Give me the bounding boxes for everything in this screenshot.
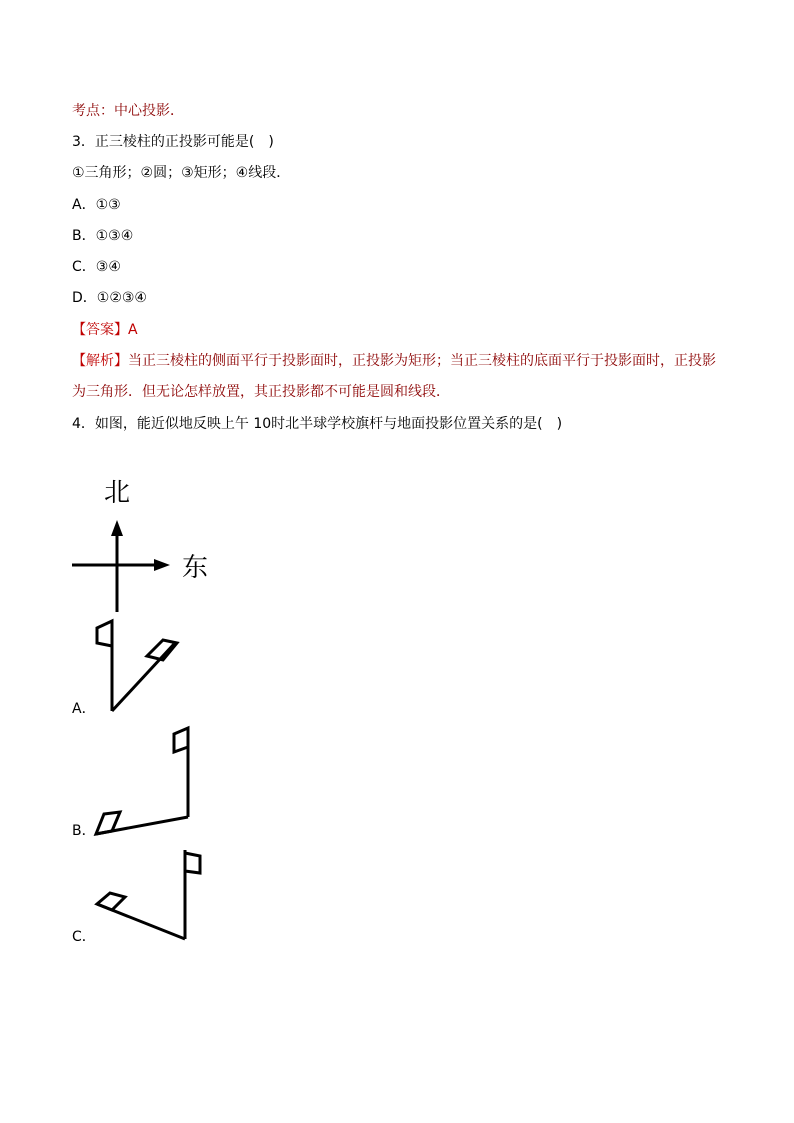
q3-option-b: B．①③④	[72, 228, 134, 244]
q3-option-a: A．①③	[72, 197, 121, 213]
topic-text: 中心投影．	[114, 103, 184, 119]
compass-east-label: 东	[182, 553, 209, 583]
option-c-figure	[97, 850, 200, 939]
q4-option-c-label: C．	[72, 929, 96, 945]
q3-option-d: D．①②③④	[72, 290, 147, 306]
compass-diagram	[72, 478, 208, 612]
q4-stem: 4．如图，能近似地反映上午 10时北半球学校旗杆与地面投影位置关系的是( )	[72, 416, 563, 432]
q3-choices-line: ①三角形；②圆；③矩形；④线段．	[72, 165, 291, 181]
answer-value: A	[128, 322, 138, 338]
answer-tag: 【答案】	[72, 322, 128, 338]
compass-north-label: 北	[104, 478, 131, 508]
q3-stem: 3．正三棱柱的正投影可能是( )	[72, 134, 274, 150]
analysis-text-2: 为三角形．但无论怎样放置，其正投影都不可能是圆和线段．	[72, 384, 450, 400]
option-c-shadow-flag-icon	[97, 893, 125, 910]
q4-option-a-label: A．	[72, 701, 96, 717]
analysis-tag: 【解析】	[72, 353, 128, 369]
option-a-figure	[97, 620, 177, 711]
topic-label: 考点：	[72, 103, 114, 119]
option-b-flag-icon	[174, 728, 188, 752]
q4-option-b-label: B．	[72, 823, 96, 839]
option-a-flag-icon	[97, 621, 112, 646]
east-arrow-icon	[154, 559, 170, 571]
analysis-text-1: 当正三棱柱的侧面平行于投影面时，正投影为矩形；当正三棱柱的底面平行于投影面时，正投影	[128, 353, 716, 369]
option-c-flag-icon	[185, 853, 200, 873]
north-arrow-icon	[111, 520, 123, 536]
option-a-shadow	[112, 644, 174, 711]
option-b-figure	[96, 727, 188, 834]
q3-option-c: C．③④	[72, 259, 121, 275]
